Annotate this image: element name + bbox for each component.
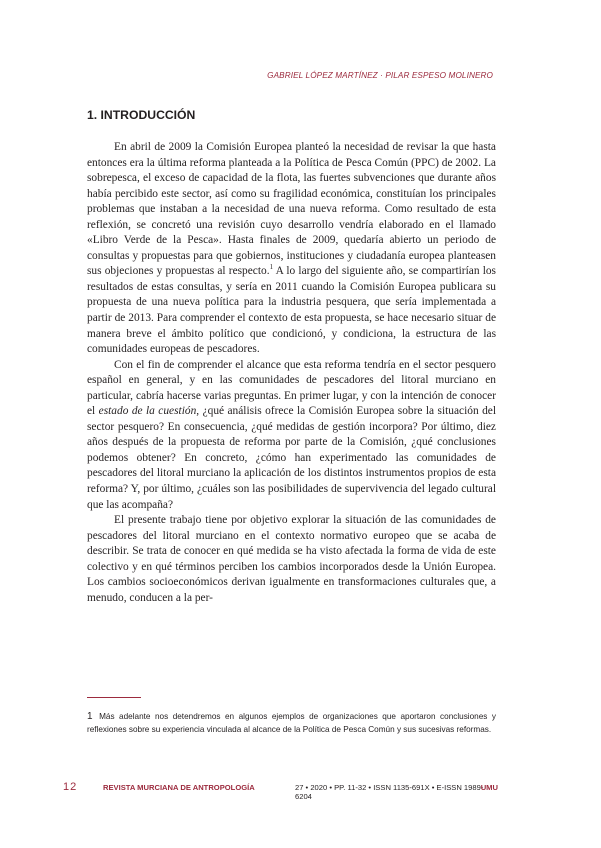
footer-publisher: UMU: [480, 783, 498, 792]
paragraph-1-text-a: En abril de 2009 la Comisión Europea planteó la necesidad de revisar la que hasta entonces era la última reforma planteada a la Política de Pesca Común (PPC) de 2002. La sobrepesca, el exceso de capacidad de la flota, las fuertes subvenciones que durante años había percibido este sector, así como su fragilidad económica, constituían los principales problemas que instaban a la necesidad de una nueva reforma. Como resultado de esta reflexión, se concretó una revisión cuyo desarrollo vendría elaborado en el llamado «Libro Verde de la Pesca». Hasta finales de 2009, quedaría abierto un periodo de consultas y propuestas para que gobiernos, instituciones y ciudadanía europea planteasen sus objeciones y propuestas al respecto.: [87, 141, 496, 278]
paragraph-3: El presente trabajo tiene por objetivo explorar la situación de las comunidades de pescadores del litoral murciano en el contexto normativo europeo que se acaba de describir. Se trata de conocer en qué medida se ha visto afectada la forma de vida de este colectivo y en qué términos perciben los cambios incorporados desde la Unión Europea. Los cambios socioeconómicos derivan igualmente en transformaciones culturales que, a menudo, conducen a la per-: [87, 514, 496, 604]
footnote-1: [87, 711, 496, 737]
paragraph-2-text-b: , ¿qué análisis ofrece la Comisión Europea sobre la situación del sector pesquero? En consecuencia, ¿qué medidas de gestión incorpora? Por último, diez años después de la propuesta de reforma por parte de la Comisión, ¿qué conclusiones podemos obtener? En concreto, ¿cómo han experimentado las comunidades de pescadores del litoral murciano la aplicación de los distintos instrumentos propios de esta reforma? Y, por último, ¿cuáles son las posibilidades de supervivencia del legado cultural que las acompaña?: [87, 405, 496, 511]
page-number: 12: [63, 781, 78, 793]
footer-issue-meta: 27 • 2020 • PP. 11-32 • ISSN 1135-691X • E-ISSN 1989-6204: [295, 783, 484, 801]
page-footer: [63, 781, 498, 801]
body-text: [87, 140, 496, 606]
paragraph-1: [87, 140, 496, 358]
paragraph-1-text-b: A lo largo del siguiente año, se compartirían los resultados de estas consultas, y sería en 2011 cuando la Comisión Europea publicara su propuesta de una nueva política para la industria pesquera, que sería implementada a partir de 2013. Para comprender el contexto de esta propuesta, se hace necesario situar de manera breve el ámbito político que condicionó, y condiciona, la estructura de las comunidades europeas de pescadores.: [87, 265, 496, 356]
running-head: [267, 71, 493, 80]
footnote-divider: [87, 697, 141, 698]
paragraph-2: [87, 358, 496, 513]
footer-journal-name: REVISTA MURCIANA DE ANTROPOLOGÍA: [103, 783, 255, 792]
footnote-ref-1[interactable]: 1: [269, 263, 274, 272]
paragraph-2-text-a: Con el fin de comprender el alcance que esta reforma tendría en el sector pesquero español en general, y en las comunidades de pescadores del litoral murciano en particular, cabría hacerse varias preguntas. En primer lugar, y con la intención de conocer el: [87, 358, 496, 418]
footnote-number: 1: [87, 711, 93, 722]
section-title: 1. INTRODUCCIÓN: [87, 108, 196, 122]
running-head-authors: GABRIEL LÓPEZ MARTÍNEZ · PILAR ESPESO MOLINERO: [267, 71, 493, 80]
footnote-text: Más adelante nos detendremos en algunos ejemplos de organizaciones que aportaron conclusiones y reflexiones sobre su experiencia vinculada al alcance de la Política de Pesca Común y sus sucesivas reformas.: [87, 712, 496, 734]
paragraph-2-emphasis: estado de la cuestión: [98, 405, 197, 418]
